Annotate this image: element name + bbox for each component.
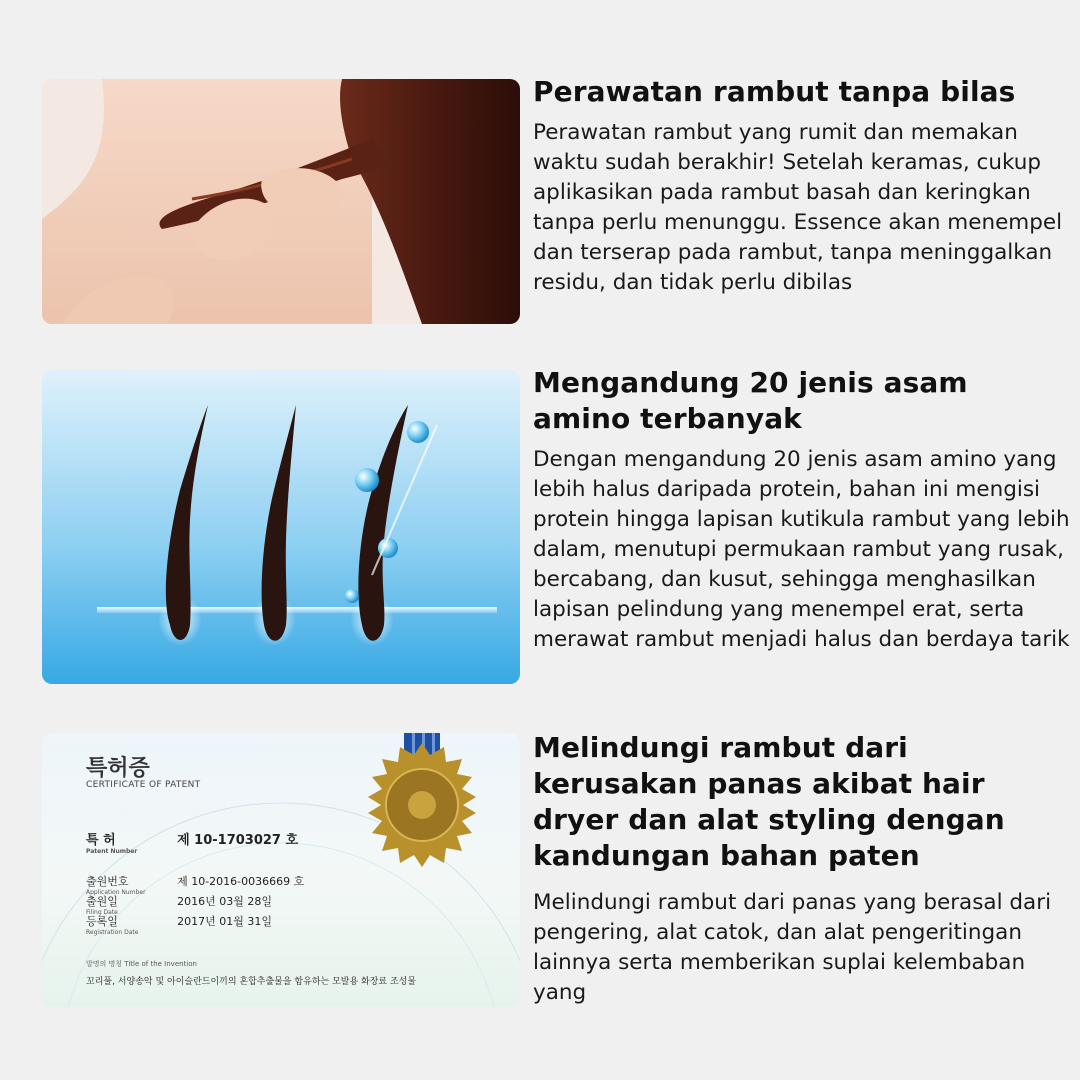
patent-certificate <box>42 733 520 1007</box>
filing-label: 출원일 Filing Date <box>86 895 118 916</box>
patent-number-row <box>86 829 298 855</box>
invention-label: 발명의 명칭 Title of the Invention <box>86 960 197 968</box>
feature-text-2 <box>533 365 1073 655</box>
certificate-title: 특허증 <box>86 756 150 781</box>
feature-description: Perawatan rambut yang rumit dan memakan waktu sudah berakhir! Setelah keramas, cukup aplikasikan pada rambut basah dan keringkan tanpa perlu menunggu. Essence akan menempel dan terserap pada rambut, tanpa meninggalkan residu, dan tidak perlu dibilas <box>533 120 1063 295</box>
patent-number: 제 10-1703027 호 <box>177 833 299 848</box>
application-number: 제 10-2016-0036669 호 <box>177 875 305 888</box>
droplet-icon <box>355 468 379 492</box>
woman-holding-hair-photo <box>42 79 520 324</box>
feature-title: Perawatan rambut tanpa bilas <box>533 75 1016 108</box>
hair-follicle-amino-illustration <box>42 370 520 684</box>
registration-label: 등록일 Registration Date <box>86 915 139 936</box>
feature-description: Dengan mengandung 20 jenis asam amino yang lebih halus daripada protein, bahan ini mengisi protein hingga lapisan kutikula rambut yang lebih dalam, menutupi permukaan rambut yang rusak, bercabang, dan kusut, sehingga menghasilkan lapisan pelindung yang menempel erat, serta merawat rambut menjadi halus dan berdaya tarik <box>533 447 1070 652</box>
feature-title: Mengandung 20 jenis asam amino terbanyak <box>533 366 968 435</box>
feature-description: Melindungi rambut dari panas yang berasal dari pengering, alat catok, dan alat pengeritingan lainnya serta memberikan suplai kelembaban yang <box>533 890 1052 1005</box>
feature-text-1 <box>533 74 1073 298</box>
patent-label: 특 허 Patent Number <box>86 833 138 855</box>
feature-title: Melindungi rambut dari kerusakan panas akibat hair dryer dan alat styling dengan kandungan bahan paten <box>533 731 1005 872</box>
filing-date: 2016년 03월 28일 <box>177 895 272 908</box>
follicle-illustration <box>42 370 520 684</box>
gold-seal-icon <box>368 743 476 867</box>
hair-photo-illustration <box>42 79 520 324</box>
droplet-icon <box>407 421 429 443</box>
invention-title: 꼬리풀, 서양송악 및 아이슬란드이끼의 혼합추출물을 함유하는 모발용 화장료 조성물 <box>86 977 417 987</box>
registration-date: 2017년 01월 31일 <box>177 915 272 928</box>
feature-text-3 <box>533 730 1073 1008</box>
certificate-subtitle: CERTIFICATE OF PATENT <box>86 780 201 790</box>
droplet-icon <box>345 589 359 603</box>
application-label: 출원번호 Application Number <box>86 875 146 896</box>
registration-row <box>86 913 272 936</box>
